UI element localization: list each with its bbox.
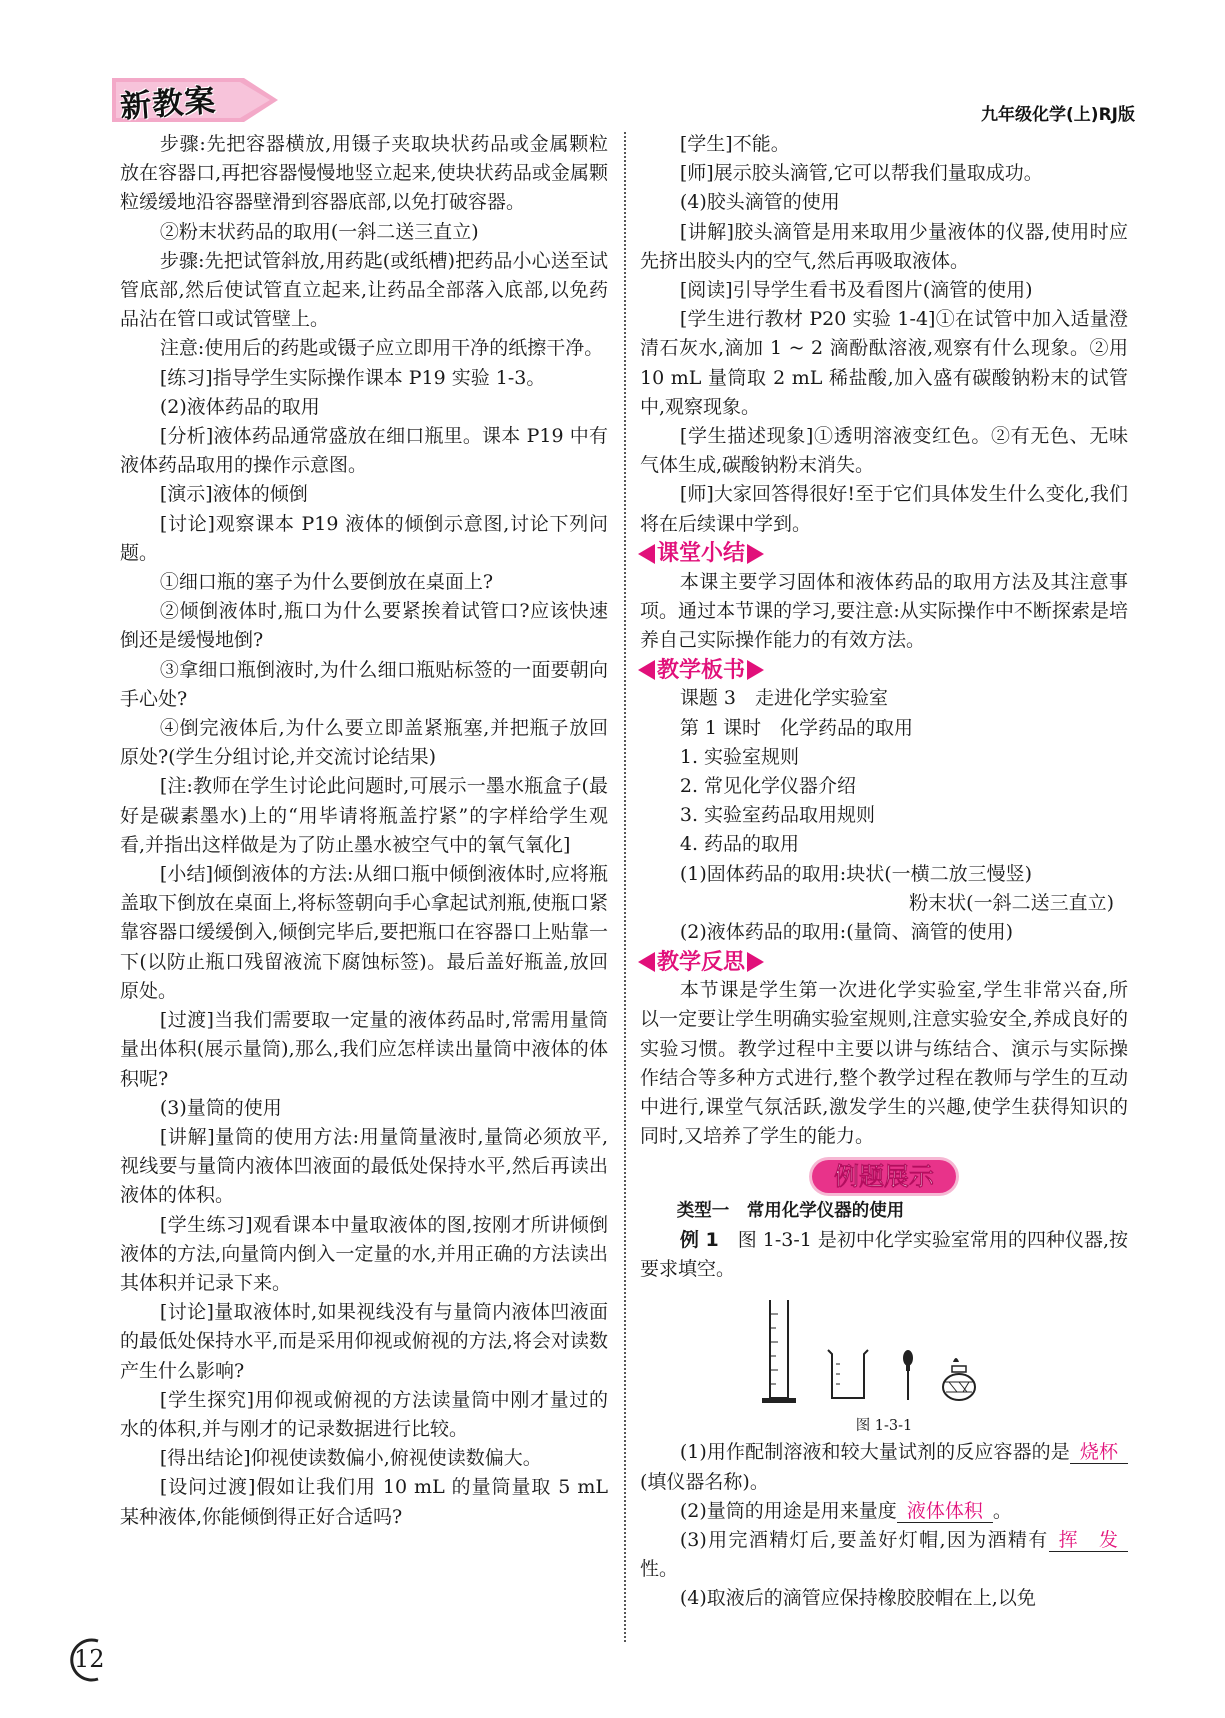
grade-label: 九年级化学(上)RJ版	[981, 105, 1135, 125]
board-line: 3. 实验室药品取用规则	[679, 804, 876, 827]
paragraph: 本课主要学习固体和液体药品的取用方法及其注意事项。通过本节课的学习,要注意:从实际操作中不断探索是培养自己实际操作能力的有效方法。	[640, 570, 1128, 652]
paragraph: (4)胶头滴管的使用	[679, 191, 840, 214]
paragraph: ②倾倒液体时,瓶口为什么要紧挨着试管口?应该快速倒还是缓慢地倒?	[120, 600, 608, 652]
answer-blank: 发	[1089, 1529, 1128, 1552]
question-1	[640, 1438, 1128, 1496]
triangle-right-icon	[747, 952, 764, 972]
board-line: 课题 3 走进化学实验室	[679, 687, 889, 710]
figure-caption: 图 1-3-1	[855, 1418, 913, 1435]
section-heading-summary	[638, 539, 1128, 569]
brand-logo	[112, 72, 280, 126]
section-heading-board	[638, 655, 1128, 685]
answer-blank: 烧杯	[1070, 1441, 1128, 1464]
examples-banner-wrap	[640, 1160, 1128, 1193]
paragraph: [讨论]观察课本 P19 液体的倾倒示意图,讨论下列问题。	[120, 512, 608, 564]
examples-banner: 例题展示	[812, 1160, 956, 1193]
logo-text: 新教案	[119, 82, 218, 126]
paragraph: 步骤:先把容器横放,用镊子夹取块状药品或金属颗粒放在容器口,再把容器慢慢地竖立起来,使块状药品或金属颗粒缓缓地沿容器壁滑到容器底部,以免打破容器。	[120, 133, 608, 214]
question-text: (2)量筒的用途是用来量度	[679, 1499, 897, 1522]
paragraph: [演示]液体的倾倒	[159, 483, 308, 506]
paragraph: [师]展示胶头滴管,它可以帮我们量取成功。	[679, 162, 1043, 185]
triangle-left-icon	[638, 660, 655, 680]
paragraph: [注:教师在学生讨论此问题时,可展示一墨水瓶盒子(最好是碳素墨水)上的“用毕请将瓶盖拧紧”的字样给学生观看,并指出这样做是为了防止墨水被空气中的氧气氧化]	[120, 775, 608, 856]
section-heading-text: 教学板书	[657, 657, 746, 683]
alcohol-lamp-icon	[943, 1358, 975, 1400]
paragraph: [学生探究]用仰视或俯视的方法读量筒中刚才量过的水的体积,并与刚才的记录数据进行比较。	[120, 1388, 608, 1440]
paragraph: [学生]不能。	[679, 133, 790, 155]
graduated-cylinder-icon	[762, 1300, 796, 1403]
paragraph: [师]大家回答得很好!至于它们具体发生什么变化,我们将在后续课中学到。	[640, 483, 1128, 535]
paragraph: [得出结论]仰视使读数偏小,俯视使读数偏大。	[159, 1447, 542, 1470]
board-line: 粉末状(一斜二送三直立)	[909, 891, 1114, 914]
paragraph: [分析]液体药品通常盛放在细口瓶里。课本 P19 中有液体药品取用的操作示意图。	[120, 425, 608, 477]
board-line: 第 1 课时 化学药品的取用	[679, 716, 914, 739]
question-text: 性。	[640, 1558, 679, 1581]
board-line: 4. 药品的取用	[679, 833, 800, 856]
triangle-right-icon	[747, 660, 764, 680]
board-line: 1. 实验室规则	[679, 745, 800, 768]
column-divider	[624, 132, 626, 1642]
paragraph: 本节课是学生第一次进化学实验室,学生非常兴奋,所以一定要让学生明确实验室规则,注意实验安全,养成良好的实验习惯。教学过程中主要以讲与练结合、演示与实际操作结合等多种方式进行,整个教学过程在教师与学生的互动中进行,课堂气氛活跃,激发学生的兴趣,使学生获得知识的同时,又培养了学生的能力。	[640, 979, 1128, 1148]
board-line: (1)固体药品的取用:块状(一横二放三慢竖)	[679, 862, 1033, 885]
paragraph: ④倒完液体后,为什么要立即盖紧瓶塞,并把瓶子放回原处?(学生分组讨论,并交流讨论结果)	[120, 717, 608, 769]
triangle-right-icon	[747, 544, 764, 564]
example-type-heading: 类型一 常用化学仪器的使用	[676, 1200, 905, 1221]
paragraph: [阅读]引导学生看书及看图片(滴管的使用)	[679, 279, 1033, 302]
section-heading-text: 教学反思	[657, 949, 746, 975]
triangle-left-icon	[638, 544, 655, 564]
paragraph: 注意:使用后的药匙或镊子应立即用干净的纸擦干净。	[159, 337, 604, 360]
left-column	[120, 130, 608, 1532]
board-line: 2. 常见化学仪器介绍	[679, 775, 857, 798]
paragraph: [讲解]胶头滴管是用来取用少量液体的仪器,使用时应先挤出胶头内的空气,然后再吸取液体。	[640, 220, 1128, 272]
paragraph: [讲解]量筒的使用方法:用量筒量液时,量筒必须放平,视线要与量筒内液体凹液面的最低处保持水平,然后再读出液体的体积。	[120, 1125, 608, 1207]
beaker-icon	[828, 1350, 868, 1398]
triangle-left-icon	[638, 952, 655, 972]
example-text: 图 1-3-1 是初中化学实验室常用的四种仪器,按要求填空。	[640, 1228, 1128, 1281]
example-question	[640, 1226, 1128, 1284]
question-text: 。	[992, 1499, 1012, 1522]
question-4: (4)取液后的滴管应保持橡胶胶帽在上,以免	[679, 1587, 1036, 1610]
right-column	[640, 130, 1128, 1614]
paragraph: [学生练习]观看课本中量取液体的图,按刚才所讲倾倒液体的方法,向量筒内倒入一定量的水,并用正确的方法读出其体积并记录下来。	[120, 1213, 608, 1294]
paragraph: ③拿细口瓶倒液时,为什么细口瓶贴标签的一面要朝向手心处?	[120, 658, 608, 710]
paragraph: [小结]倾倒液体的方法:从细口瓶中倾倒液体时,应将瓶盖取下倒放在桌面上,将标签朝向手心拿起试剂瓶,使瓶口紧靠容器口缓缓倒入,倾倒完毕后,要把瓶口在容器口上贴靠一下(以防止瓶口残留液流下腐蚀标签)。最后盖好瓶盖,放回原处。	[120, 863, 608, 1002]
question-text: (1)用作配制溶液和较大量试剂的反应容器的是	[679, 1441, 1070, 1464]
question-3	[640, 1526, 1128, 1584]
paragraph: (3)量筒的使用	[159, 1096, 282, 1119]
example-label: 例 1	[679, 1228, 719, 1251]
page-number: 12	[74, 1645, 105, 1673]
answer-blank: 挥	[1049, 1529, 1089, 1552]
paragraph: ②粉末状药品的取用(一斜二送三直立)	[159, 220, 479, 243]
paragraph: [学生描述现象]①透明溶液变红色。②有无色、无味气体生成,碳酸钠粉末消失。	[640, 425, 1128, 477]
paragraph: ①细口瓶的塞子为什么要倒放在桌面上?	[159, 571, 494, 594]
paragraph: [学生进行教材 P20 实验 1-4]①在试管中加入适量澄清石灰水,滴加 1 ~ 2 滴酚酞溶液,观察有什么现象。②用 10 mL 量筒取 2 mL 稀盐酸,加入盛有碳酸钠粉末的试管中,观察现象。	[640, 308, 1128, 418]
dropper-icon	[903, 1350, 913, 1400]
question-2	[640, 1497, 1128, 1526]
section-heading-text: 课堂小结	[657, 541, 746, 567]
answer-blank: 液体体积	[897, 1500, 993, 1523]
question-text: (填仪器名称)。	[640, 1470, 769, 1493]
question-text: (3)用完酒精灯后,要盖好灯帽,因为酒精有	[679, 1528, 1049, 1551]
paragraph: (2)液体药品的取用	[159, 395, 320, 418]
paragraph: [过渡]当我们需要取一定量的液体药品时,常需用量筒量出体积(展示量筒),那么,我们应怎样读出量筒中液体的体积呢?	[120, 1009, 608, 1090]
paragraph: [练习]指导学生实际操作课本 P19 实验 1-3。	[159, 366, 546, 389]
paragraph: [设问过渡]假如让我们用 10 mL 的量筒量取 5 mL 某种液体,你能倾倒得正好合适吗?	[120, 1476, 608, 1528]
lab-instruments-illustration	[748, 1294, 998, 1414]
instruments-figure	[748, 1294, 998, 1414]
paragraph: [讨论]量取液体时,如果视线没有与量筒内液体凹液面的最低处保持水平,而是采用仰视或俯视的方法,将会对读数产生什么影响?	[120, 1301, 608, 1382]
board-line: (2)液体药品的取用:(量筒、滴管的使用)	[679, 921, 1014, 944]
section-heading-reflection	[638, 947, 1128, 977]
paragraph: 步骤:先把试管斜放,用药匙(或纸槽)把药品小心送至试管底部,然后使试管直立起来,让药品全部落入底部,以免药品沾在管口或试管壁上。	[120, 249, 608, 331]
